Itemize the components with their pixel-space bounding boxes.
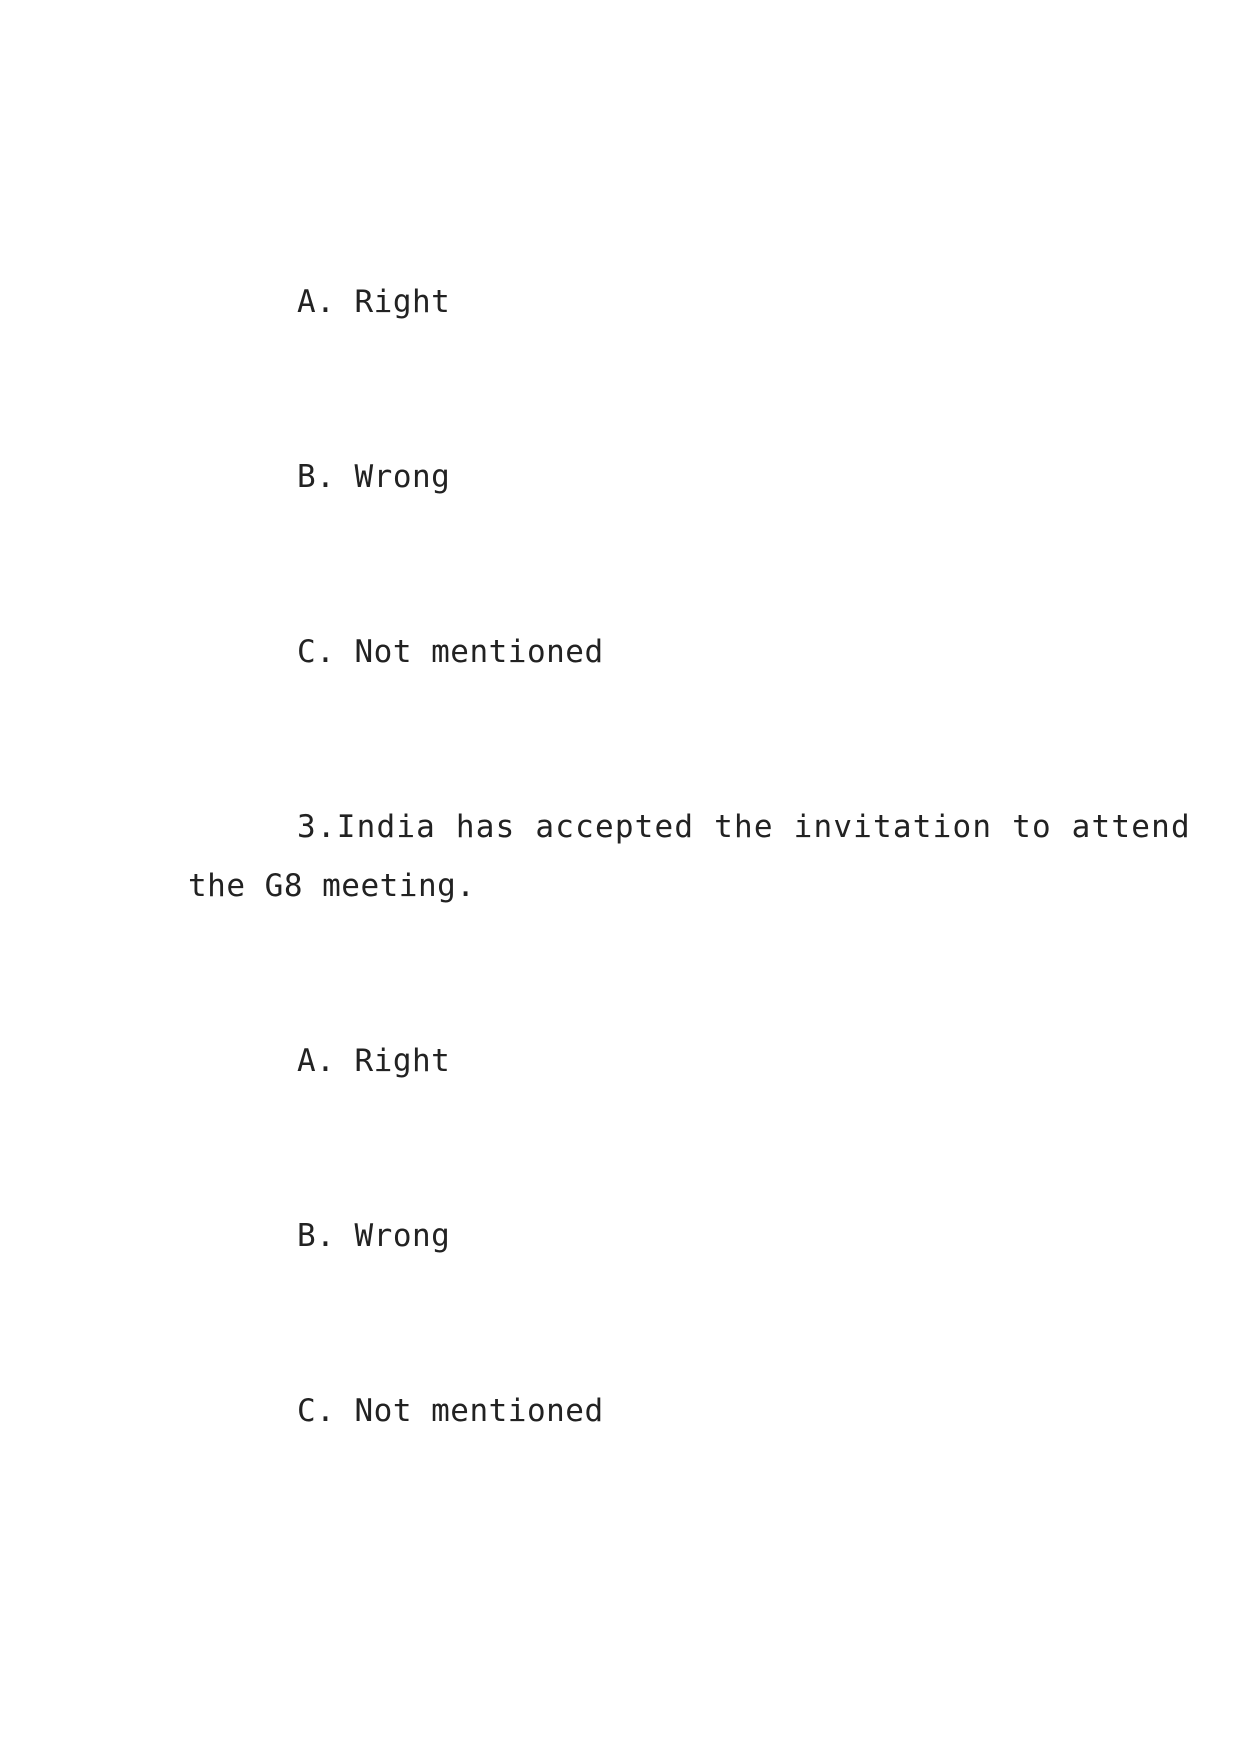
option-c-not-mentioned: C. Not mentioned (297, 634, 604, 670)
question-3-option-b-wrong: B. Wrong (297, 1218, 451, 1254)
option-b-wrong: B. Wrong (297, 459, 451, 495)
question-3-text-continued: the G8 meeting. (188, 868, 476, 904)
question-3-option-a-right: A. Right (297, 1043, 451, 1079)
option-a-right: A. Right (297, 284, 451, 320)
question-3-option-c-not-mentioned: C. Not mentioned (297, 1393, 604, 1429)
question-3-text: 3.India has accepted the invitation to attend (297, 809, 1191, 845)
